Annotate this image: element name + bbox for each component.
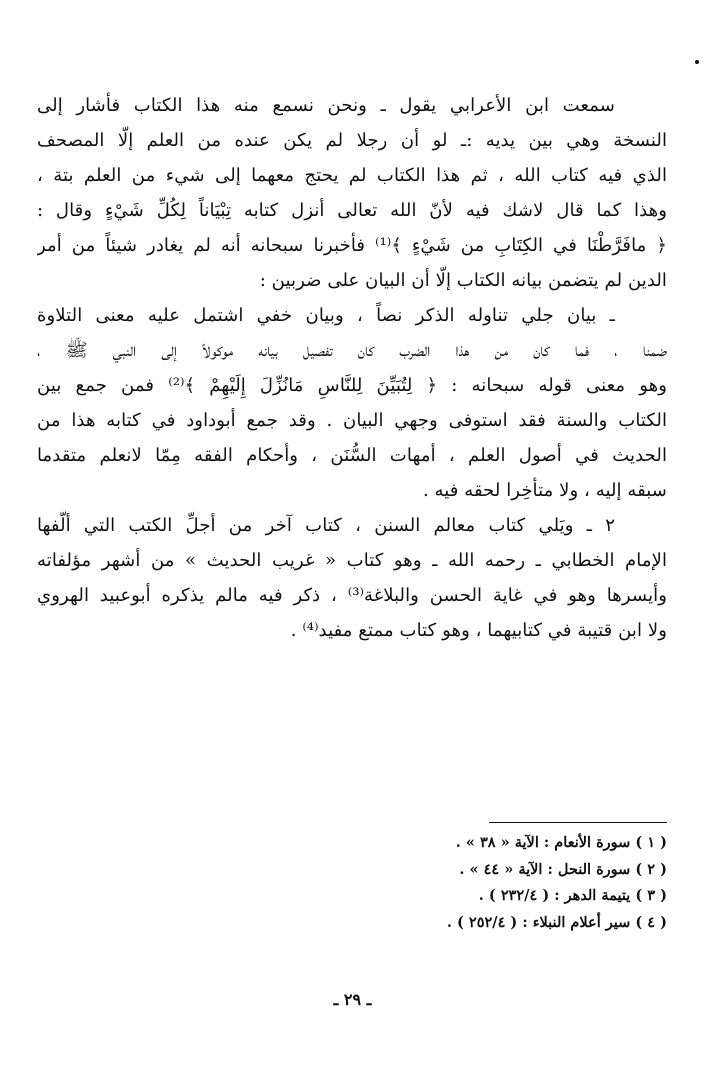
footnote-item: ( ١ ) سورة الأنعام : الآية « ٣٨ » . bbox=[455, 834, 667, 851]
text-line: الإمام الخطابي ـ رحمه الله ـ وهو كتاب « غريب الحديث » من أشهر مؤلفاته bbox=[37, 550, 667, 571]
text-line: الدين لم يتضمن بيانه الكتاب إلّا أن البيان على ضربين : bbox=[259, 270, 667, 291]
text-line: وأيسرها وهو في غاية الحسن والبلاغة⁽³⁾ ، ذكر فيه مالم يذكره أبوعبيد الهروي bbox=[37, 585, 667, 606]
footnote-item: ( ٣ ) يتيمة الدهر : ( ٢٣٢/٤ ) . bbox=[478, 887, 667, 904]
text-line: الذي فيه كتاب الله ، ثم هذا الكتاب لم يحتج معهما إلى شيء من العلم بتة ، bbox=[37, 165, 667, 186]
text-line: وهو معنى قوله سبحانه : ﴿ لِتُبَيِّنَ لِلنَّاسِ مَانُزِّلَ إِلَيْهِمْ ﴾⁽²⁾ فمن جمع بين bbox=[37, 375, 667, 396]
text-line: ولا ابن قتيبة في كتابيهما ، وهو كتاب ممتع مفيد⁽⁴⁾ . bbox=[290, 620, 667, 641]
margin-dot bbox=[695, 60, 699, 64]
footnote-item: ( ٢ ) سورة النحل : الآية « ٤٤ » . bbox=[459, 860, 667, 878]
page-number: ـ ٢٩ ـ bbox=[333, 990, 372, 1009]
text-line: ﴿ مافَرَّطْنَا في الكِتَابِ من شَيْءٍ ﴾⁽¹⁾ فأخبرنا سبحانه أنه لم يغادر شيئاً من أمر bbox=[37, 235, 667, 256]
footnote-divider bbox=[489, 822, 667, 823]
text-line: وهذا كما قال لاشك فيه لأنّ الله تعالى أنزل كتابه تِبْيَاناً لِكُلِّ شَيْءٍ وقال : bbox=[37, 200, 667, 221]
text-line: الحديث في أصول العلم ، أمهات السُّنَن ، وأحكام الفقه مِمّا لانعلم متقدما bbox=[37, 445, 667, 466]
text-line: الكتاب والسنة فقد استوفى وجهي البيان . وقد جمع أبوداود في كتابه هذا من bbox=[37, 410, 667, 431]
text-line: ـ بيان جلي تناوله الذكر نصاً ، وبيان خفي اشتمل عليه معنى التلاوة bbox=[37, 305, 615, 326]
main-text bbox=[37, 88, 667, 648]
text-line: سمعت ابن الأعرابي يقول ـ ونحن نسمع منه هذا الكتاب فأشار إلى bbox=[37, 95, 615, 116]
text-line: ضمنا ، فما كان من هذا الضرب كان تفصيل بيانه موكولاً إلى النبي ﷺ ، bbox=[37, 340, 667, 361]
footnotes bbox=[37, 830, 667, 936]
text-line: ٢ ـ ويَلي كتاب معالم السنن ، كتاب آخر من أجلِّ الكتب التي ألّفها bbox=[37, 515, 615, 536]
footnote-item: ( ٤ ) سير أعلام النبلاء : ( ٢٥٢/٤ ) . bbox=[446, 913, 667, 931]
text-line: النسخة وهي بين يديه :ـ لو أن رجلا لم يكن عنده من العلم إلّا المصحف bbox=[37, 130, 667, 151]
text-line: سبقه إليه ، ولا متأخِرا لحقه فيه . bbox=[422, 480, 667, 501]
